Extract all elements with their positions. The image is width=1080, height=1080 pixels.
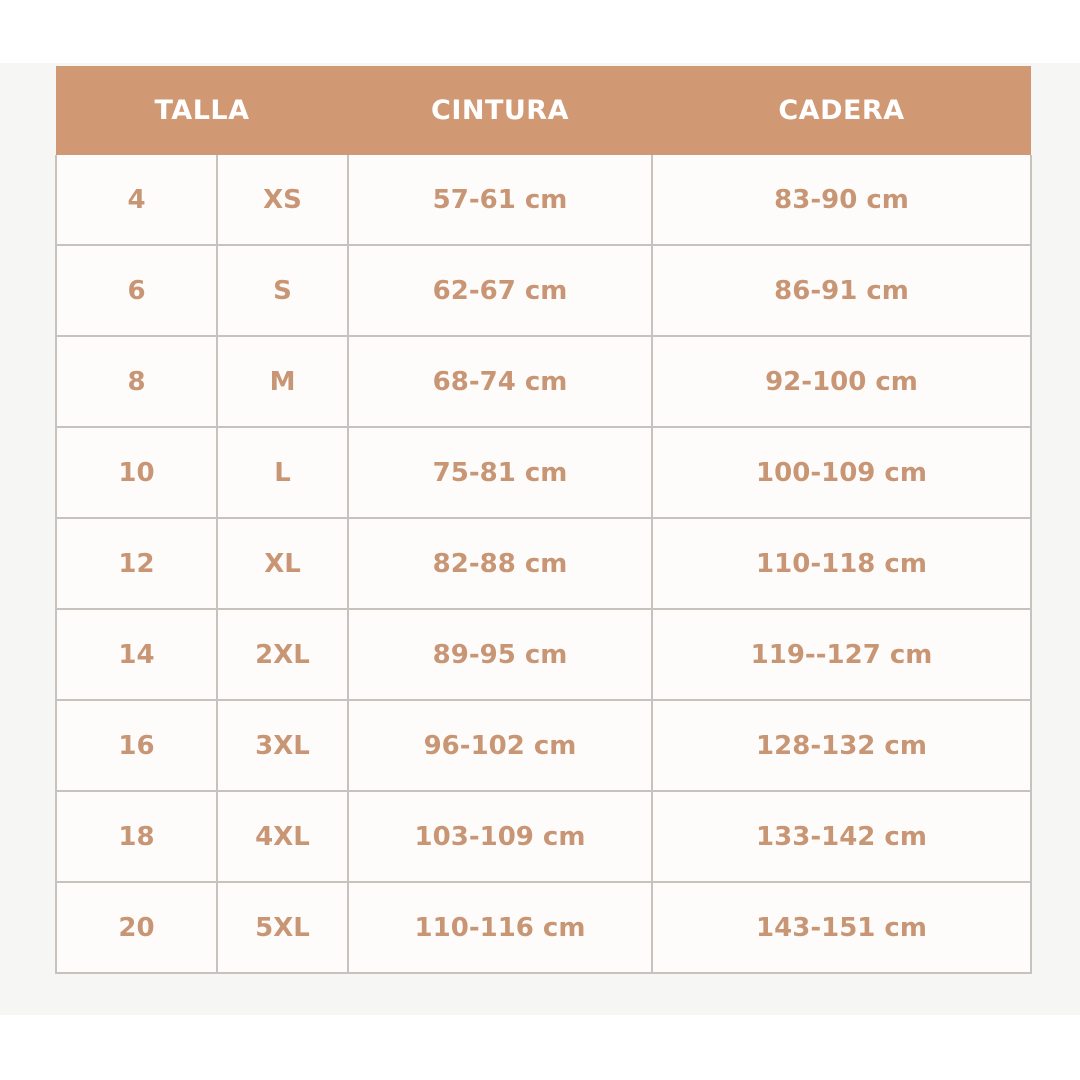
hip-cell: 83-90 cm (652, 155, 1031, 245)
hip-cell: 100-109 cm (652, 427, 1031, 518)
size-letter-cell: XL (217, 518, 348, 609)
size-chart-table (55, 66, 1032, 974)
header-row (56, 66, 1031, 155)
header-cintura: CINTURA (348, 66, 652, 155)
header-talla: TALLA (56, 66, 348, 155)
size-letter-cell: 4XL (217, 791, 348, 882)
size-number-cell: 10 (56, 427, 217, 518)
size-letter-cell: S (217, 245, 348, 336)
waist-cell: 82-88 cm (348, 518, 652, 609)
size-number-cell: 20 (56, 882, 217, 973)
hip-cell: 119--127 cm (652, 609, 1031, 700)
size-number-cell: 18 (56, 791, 217, 882)
header-cadera: CADERA (652, 66, 1031, 155)
table-row (56, 427, 1031, 518)
table-row (56, 155, 1031, 245)
size-number-cell: 8 (56, 336, 217, 427)
waist-cell: 96-102 cm (348, 700, 652, 791)
waist-cell: 89-95 cm (348, 609, 652, 700)
table-row (56, 700, 1031, 791)
waist-cell: 68-74 cm (348, 336, 652, 427)
size-number-cell: 6 (56, 245, 217, 336)
waist-cell: 62-67 cm (348, 245, 652, 336)
size-letter-cell: L (217, 427, 348, 518)
waist-cell: 103-109 cm (348, 791, 652, 882)
hip-cell: 143-151 cm (652, 882, 1031, 973)
size-number-cell: 4 (56, 155, 217, 245)
waist-cell: 75-81 cm (348, 427, 652, 518)
table-row (56, 518, 1031, 609)
hip-cell: 133-142 cm (652, 791, 1031, 882)
size-letter-cell: M (217, 336, 348, 427)
size-number-cell: 14 (56, 609, 217, 700)
table-header (56, 66, 1031, 155)
size-letter-cell: 5XL (217, 882, 348, 973)
size-letter-cell: 2XL (217, 609, 348, 700)
waist-cell: 57-61 cm (348, 155, 652, 245)
hip-cell: 110-118 cm (652, 518, 1031, 609)
size-letter-cell: XS (217, 155, 348, 245)
size-number-cell: 12 (56, 518, 217, 609)
hip-cell: 128-132 cm (652, 700, 1031, 791)
table-row (56, 609, 1031, 700)
table-row (56, 336, 1031, 427)
hip-cell: 92-100 cm (652, 336, 1031, 427)
table-row (56, 882, 1031, 973)
size-letter-cell: 3XL (217, 700, 348, 791)
table-body (56, 155, 1031, 973)
table-row (56, 245, 1031, 336)
hip-cell: 86-91 cm (652, 245, 1031, 336)
size-number-cell: 16 (56, 700, 217, 791)
table-row (56, 791, 1031, 882)
waist-cell: 110-116 cm (348, 882, 652, 973)
